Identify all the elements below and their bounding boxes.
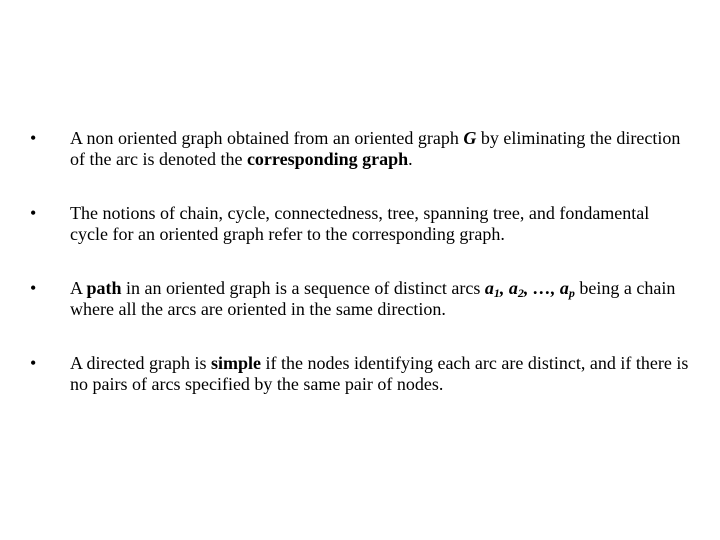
- bullet-text: A non oriented graph obtained from an oriented graph G by eliminating the direction of the arc is denoted the corresponding graph.: [70, 128, 681, 169]
- bullet-icon: •: [30, 203, 37, 223]
- bullet-list: [30, 128, 690, 395]
- term-simple: simple: [210, 353, 261, 373]
- bullet-item-path: [30, 278, 690, 320]
- bullet-icon: •: [30, 353, 37, 373]
- bullet-item-notions: [30, 203, 690, 245]
- term-corresponding-graph: corresponding graph: [246, 149, 409, 169]
- bullet-item-corresponding-graph: [30, 128, 690, 170]
- graph-symbol: G: [463, 128, 477, 148]
- arc-sequence: $a_1$, $a_2$, …, $a_p$: [484, 278, 575, 300]
- term-path: path: [86, 278, 122, 298]
- bullet-icon: •: [30, 128, 37, 148]
- bullet-icon: •: [30, 278, 37, 298]
- bullet-item-simple-graph: [30, 353, 690, 395]
- bullet-text: A path in an oriented graph is a sequence of distinct arcs $a_1$, $a_2$, …, $a_p$ being a chain where all the arcs are oriented in the same direction.: [70, 278, 676, 319]
- bullet-text: The notions of chain, cycle, connectedness, tree, spanning tree, and fondamental cycle for an oriented graph refer to the corresponding graph.: [70, 203, 650, 244]
- bullet-text: A directed graph is simple if the nodes identifying each arc are distinct, and if there is no pairs of arcs specified by the same pair of nodes.: [70, 353, 689, 394]
